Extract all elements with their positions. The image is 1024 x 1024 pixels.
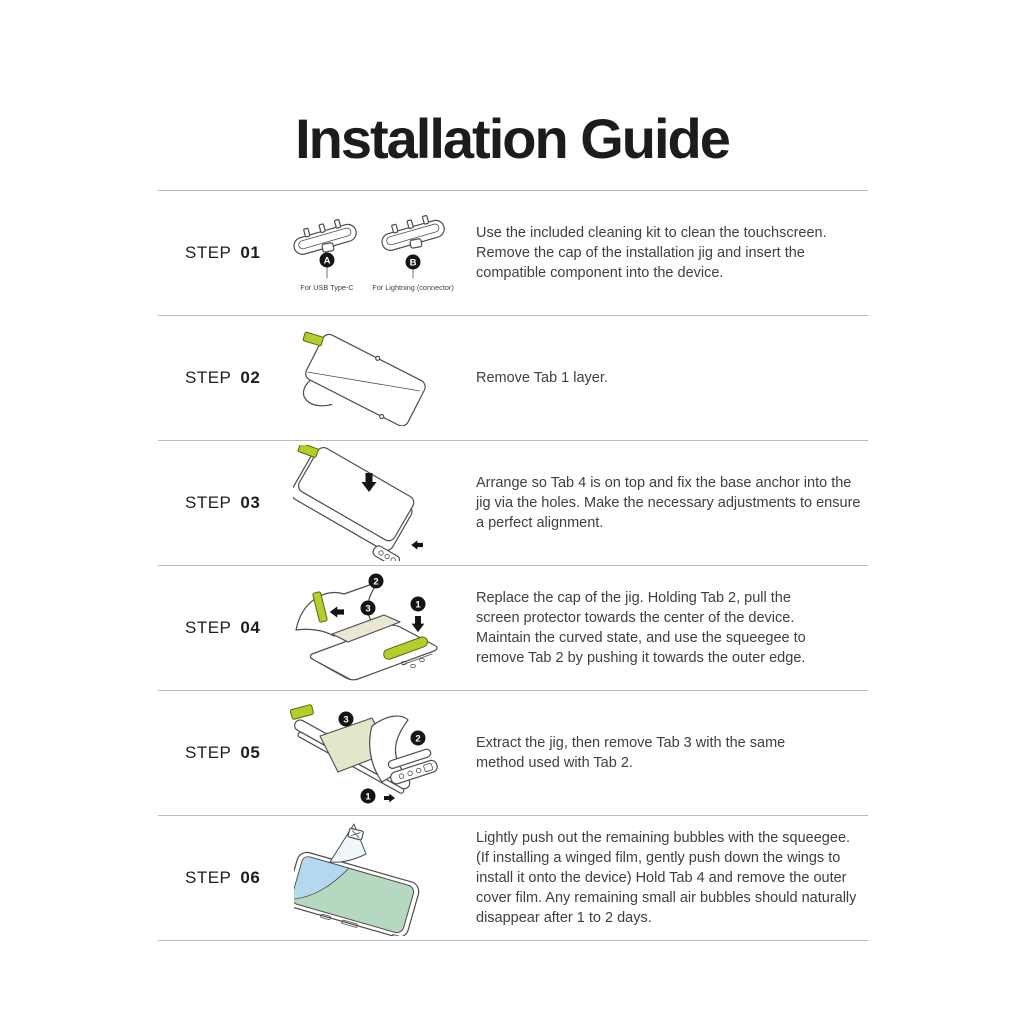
- installation-steps-list: [158, 190, 868, 941]
- step-01-description: Use the included cleaning kit to clean the touchscreen. Remove the cap of the installation jig and insert the compatible component into the device.: [476, 225, 827, 281]
- step-row-02: [158, 315, 868, 440]
- step-04-figure: [280, 570, 458, 686]
- down-arrow-icon: [411, 616, 424, 632]
- step-number: 02: [240, 368, 261, 387]
- step-word: STEP: [185, 243, 232, 262]
- pull-film-squeegee-icon: [282, 570, 457, 686]
- marker-1: [361, 789, 376, 804]
- step-03-description: Arrange so Tab 4 is on top and fix the base anchor into the jig via the holes. Make the necessary adjustments to ensure a perfect alignment.: [476, 475, 861, 531]
- page-title: Installation Guide: [295, 106, 729, 170]
- caption-lightning-connector: For Lightning (connector): [372, 283, 454, 292]
- svg-text:3: 3: [343, 714, 349, 726]
- step-row-04: [158, 565, 868, 690]
- step-word: STEP: [185, 743, 232, 762]
- remove-cover-film-icon: [294, 820, 444, 936]
- step-word: STEP: [185, 368, 232, 387]
- extract-right-arrow-icon: [384, 794, 395, 803]
- step-word: STEP: [185, 618, 232, 637]
- badge-b: [406, 255, 421, 270]
- marker-3: [360, 601, 375, 616]
- step-06-description: Lightly push out the remaining bubbles with the squeegee. (If installing a winged film, gently push down the wings to install it onto the device) Hold Tab 4 and remove the outer cover film. Any remaining small air bubbles should naturally disappear after 1 to 2 days.: [476, 830, 857, 926]
- step-number: 05: [240, 743, 261, 762]
- peeling-cover-film: [330, 824, 366, 862]
- step-05-description: Extract the jig, then remove Tab 3 with the same method used with Tab 2.: [476, 735, 786, 771]
- step-number: 04: [240, 618, 261, 637]
- svg-text:1: 1: [414, 599, 421, 611]
- caption-usb-type-c: For USB Type-C: [300, 283, 354, 292]
- step-06-figure: [280, 820, 458, 936]
- svg-text:2: 2: [372, 576, 379, 588]
- step-word: STEP: [185, 868, 232, 887]
- step-02-figure: [280, 330, 458, 426]
- step-number: 06: [240, 868, 261, 887]
- jig-components-icon: [280, 208, 458, 298]
- step-row-03: [158, 440, 868, 565]
- tab-green-tab: [290, 704, 314, 719]
- tab4-green-tab: [298, 445, 319, 458]
- extract-jig-remove-tab3-icon: [284, 692, 454, 814]
- remove-tab1-film-icon: [294, 330, 444, 426]
- step-row-05: [158, 690, 868, 815]
- marker-2: [368, 574, 383, 589]
- step-03-label: [158, 493, 280, 513]
- step-number: 03: [240, 493, 261, 512]
- svg-text:B: B: [409, 257, 417, 269]
- step-number: 01: [240, 243, 261, 262]
- align-film-on-jig-icon: [293, 445, 445, 561]
- step-02-label: [158, 368, 280, 388]
- step-05-label: [158, 743, 280, 763]
- step-03-figure: [280, 445, 458, 561]
- step-word: STEP: [185, 493, 232, 512]
- step-04-label: [158, 618, 280, 638]
- step-04-description: Replace the cap of the jig. Holding Tab 2, pull the screen protector towards the center of the device. Maintain the curved state, and use the squeegee to remove Tab 2 by pushing it towards the outer edge.: [476, 590, 806, 666]
- badge-a: [320, 253, 335, 268]
- step-01-figure: [280, 208, 458, 298]
- marker-3: [339, 712, 354, 727]
- marker-2: [411, 731, 426, 746]
- svg-text:2: 2: [415, 733, 421, 745]
- jig-base: [371, 544, 401, 561]
- marker-1: [410, 597, 425, 612]
- svg-text:A: A: [323, 255, 331, 267]
- svg-text:1: 1: [365, 791, 371, 803]
- step-02-description: Remove Tab 1 layer.: [476, 370, 608, 386]
- svg-text:3: 3: [364, 603, 371, 615]
- step-06-label: [158, 868, 280, 888]
- step-row-01: [158, 190, 868, 315]
- step-row-06: [158, 815, 868, 940]
- push-arrow-icon: [411, 540, 423, 549]
- step-01-label: [158, 243, 280, 263]
- step-05-figure: [280, 692, 458, 814]
- tab1-green-tab: [303, 332, 324, 346]
